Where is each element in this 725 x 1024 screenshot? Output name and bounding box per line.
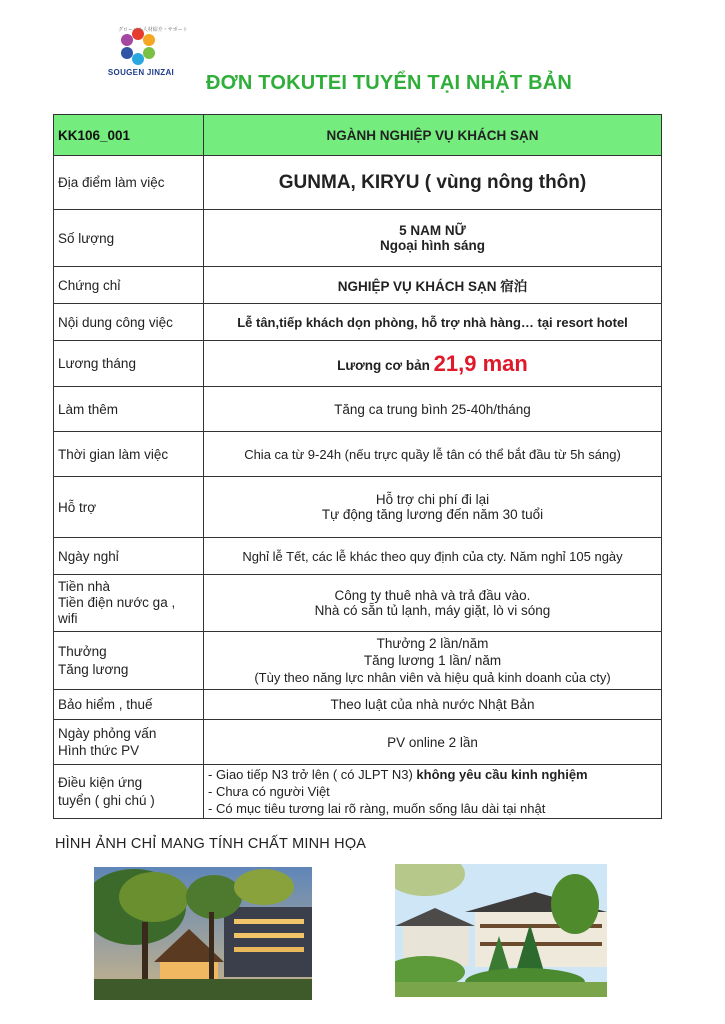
table-row: [54, 156, 662, 210]
row-label-quantity: Số lượng: [54, 210, 204, 267]
document-title: ĐƠN TOKUTEI TUYỂN TẠI NHẬT BẢN: [206, 72, 573, 94]
table-row: [54, 720, 662, 765]
job-code: KK106_001: [54, 115, 204, 156]
row-label-salary: Lương tháng: [54, 341, 204, 387]
table-row: [54, 267, 662, 304]
overtime-value: Tăng ca trung bình 25-40h/tháng: [204, 387, 662, 432]
quantity-value: 5 NAM NỮ: [399, 223, 466, 238]
row-label-wifi: wifi: [58, 611, 78, 626]
salary-amount: 21,9 man: [433, 350, 528, 376]
table-row: [54, 632, 662, 690]
row-label-interview-date: Ngày phỏng vấn: [58, 726, 157, 741]
condition-line-2: - Chưa có người Việt: [208, 784, 330, 799]
table-row: [54, 304, 662, 341]
resort-photo-1: [94, 867, 312, 1000]
bonus-line-2: Tăng lương 1 lần/ năm: [363, 653, 502, 668]
housing-line-1: Công ty thuê nhà và trả đầu vào.: [334, 588, 531, 603]
salary-prefix: Lương cơ bản: [337, 357, 430, 373]
row-label-location: Địa điểm làm việc: [54, 156, 204, 210]
row-label-notes: tuyển ( ghi chú ): [58, 792, 155, 808]
bonus-line-3: (Tùy theo năng lực nhân viên và hiệu quả kinh doanh của cty): [254, 670, 611, 685]
row-label-support: Hỗ trợ: [54, 477, 204, 538]
table-row: [54, 432, 662, 477]
job-info-table: [53, 114, 662, 819]
row-label-interview-type: Hình thức PV: [58, 743, 140, 758]
row-label-certificate: Chứng chỉ: [54, 267, 204, 304]
row-label-utilities: Tiền điện nước ga ,: [58, 595, 176, 610]
condition-no-experience: không yêu cầu kinh nghiệm: [416, 767, 588, 782]
row-label-bonus: Thưởng: [58, 643, 107, 659]
row-label-raise: Tăng lương: [58, 661, 129, 677]
sector-title: NGÀNH NGHIỆP VỤ KHÁCH SẠN: [204, 115, 662, 156]
table-row: [54, 575, 662, 632]
table-row: [54, 538, 662, 575]
table-row: [54, 765, 662, 819]
housing-line-2: Nhà có sẵn tủ lạnh, máy giặt, lò vi sóng: [314, 603, 551, 618]
row-label-job: Nội dung công việc: [54, 304, 204, 341]
condition-line-3: - Có mục tiêu tương lai rõ ràng, muốn sống lâu dài tại nhật: [208, 801, 546, 816]
support-line-2: Tự động tăng lương đến năm 30 tuổi: [321, 507, 544, 522]
interview-value: PV online 2 lần: [204, 720, 662, 765]
table-row: [54, 210, 662, 267]
row-label-overtime: Làm thêm: [54, 387, 204, 432]
illustration-caption: HÌNH ẢNH CHỈ MANG TÍNH CHẤT MINH HỌA: [55, 836, 367, 852]
table-row: [54, 387, 662, 432]
row-label-insurance: Bảo hiểm , thuế: [54, 690, 204, 720]
support-line-1: Hỗ trợ chi phí đi lại: [375, 492, 490, 507]
holidays-value: Nghỉ lễ Tết, các lễ khác theo quy định của cty. Năm nghỉ 105 ngày: [204, 538, 662, 575]
resort-photo-2: [395, 864, 607, 997]
hours-value: Chia ca từ 9-24h (nếu trực quầy lễ tân có thể bắt đầu từ 5h sáng): [204, 432, 662, 477]
table-row: [54, 690, 662, 720]
condition-line-1: - Giao tiếp N3 trở lên ( có JLPT N3): [208, 767, 417, 782]
logo-name: SOUGEN JINZAI: [107, 68, 175, 77]
table-row: [54, 477, 662, 538]
row-label-housing: Tiền nhà: [58, 579, 111, 594]
table-row: [54, 341, 662, 387]
insurance-value: Theo luật của nhà nước Nhật Bản: [204, 690, 662, 720]
row-label-conditions: Điều kiện ứng: [58, 774, 143, 790]
logo-tagline: グローバル人材紹介・サポート: [118, 27, 188, 33]
location-value: GUNMA, KIRYU ( vùng nông thôn): [278, 171, 587, 193]
certificate-value: NGHIỆP VỤ KHÁCH SẠN 宿泊: [204, 267, 662, 304]
bonus-line-1: Thưởng 2 lần/năm: [376, 636, 489, 651]
job-value: Lễ tân,tiếp khách dọn phòng, hỗ trợ nhà hàng… tại resort hotel: [204, 304, 662, 341]
quantity-note: Ngoại hình sáng: [379, 238, 485, 253]
row-label-hours: Thời gian làm việc: [54, 432, 204, 477]
row-label-holidays: Ngày nghỉ: [54, 538, 204, 575]
table-header-row: [54, 115, 662, 156]
